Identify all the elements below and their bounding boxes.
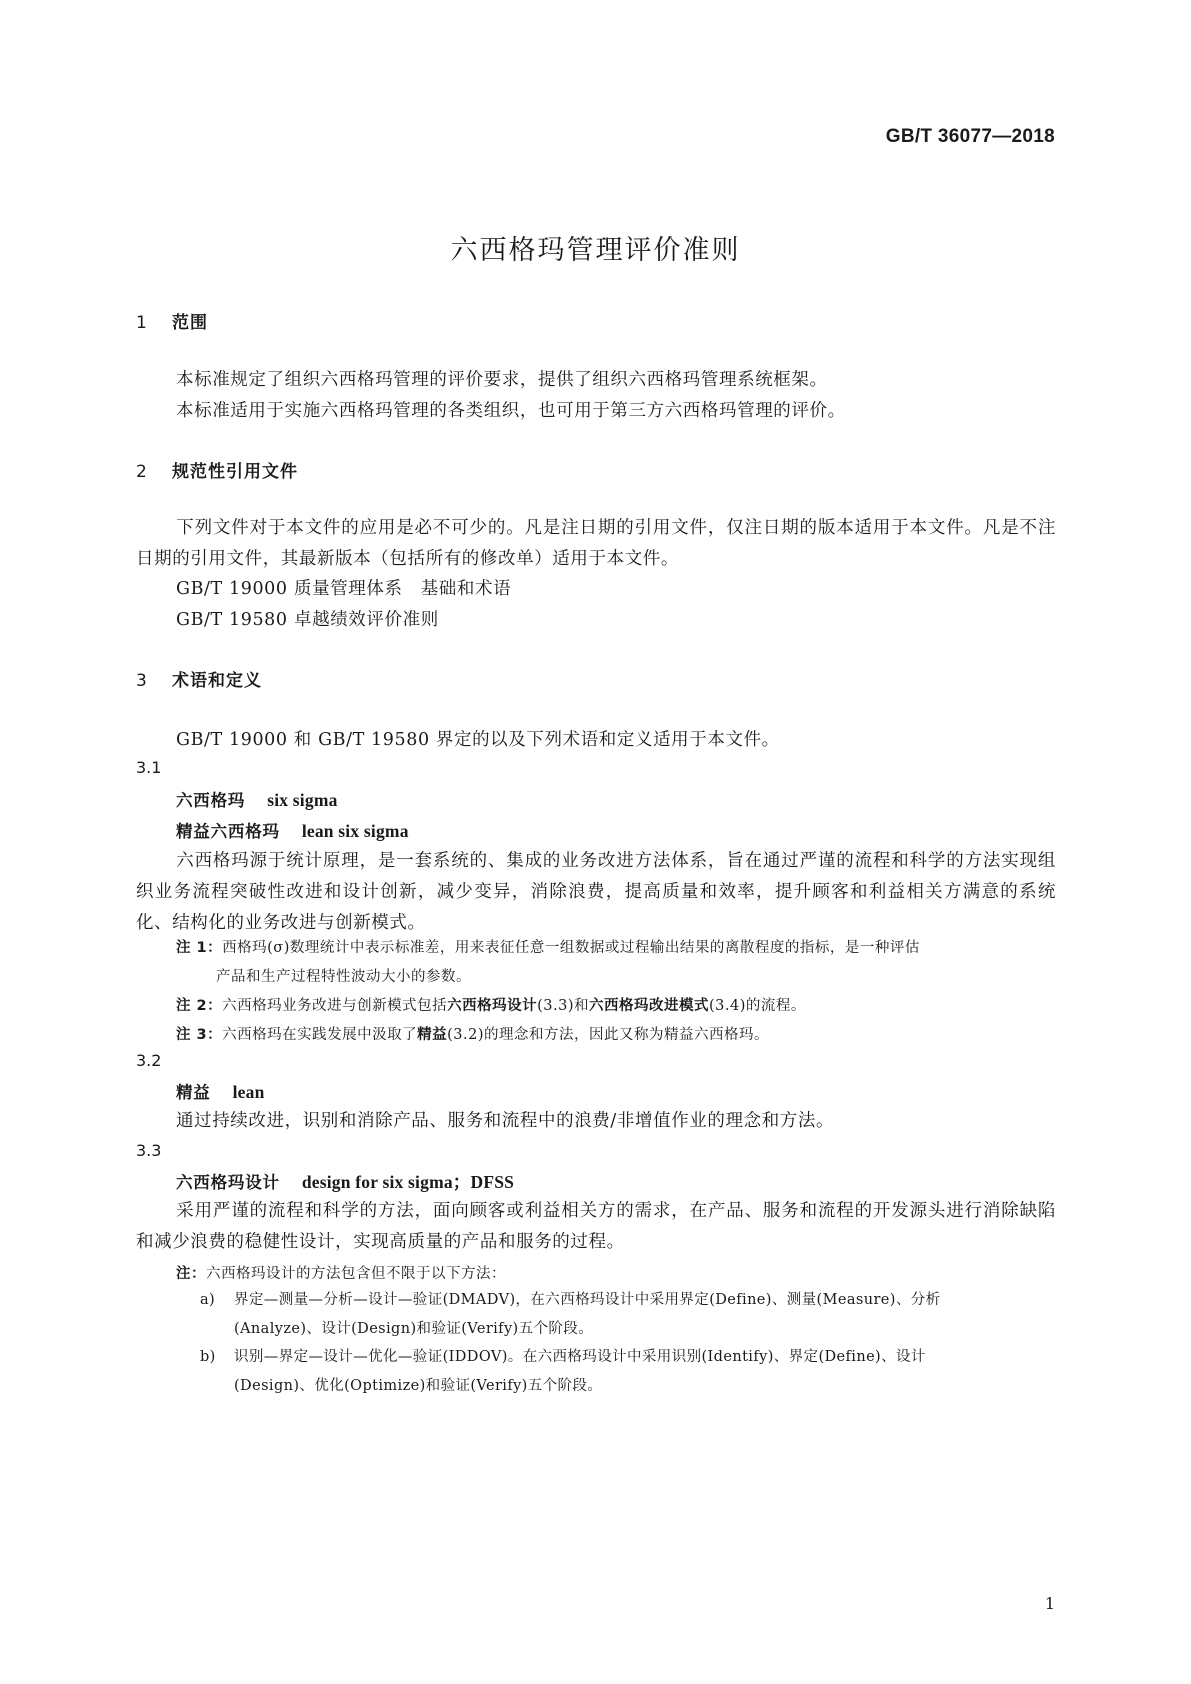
- term-number: 3.2: [136, 1051, 162, 1070]
- note-text: 西格玛(σ)数理统计中表示标准差，用来表征任意一组数据或过程输出结果的离散程度的指标，是一种评估: [222, 940, 920, 956]
- reference-title: 卓越绩效评价准则: [294, 610, 439, 630]
- term-heading: [176, 1169, 514, 1194]
- term-number: 3.1: [136, 758, 162, 777]
- note: [176, 994, 806, 1015]
- term-zh: 六西格玛: [176, 791, 246, 810]
- section-2-heading: [136, 457, 298, 482]
- document-title: 六西格玛管理评价准则: [450, 235, 741, 266]
- definition-line: 采用严谨的流程和科学的方法，面向顾客或利益相关方的需求，在产品、服务和流程的开发源头进: [176, 1201, 965, 1221]
- term-reference: 精益: [417, 1027, 448, 1043]
- paragraph: [136, 513, 1056, 575]
- term-number: 3.3: [136, 1141, 162, 1160]
- page-number: 1: [1044, 1594, 1055, 1613]
- definition: 通过持续改进，识别和消除产品、服务和流程中的浪费/非增值作业的理念和方法。: [176, 1111, 835, 1131]
- note-text: 六西格玛在实践发展中汲取了: [222, 1027, 418, 1043]
- term-reference: 六西格玛改进模式: [589, 998, 710, 1014]
- reference-title: 质量管理体系 基础和术语: [294, 579, 512, 599]
- reference-code: GB/T 19580: [176, 610, 288, 630]
- term-heading: [176, 818, 409, 842]
- reference-code: GB/T 19000: [176, 579, 288, 599]
- reference-item: [176, 606, 439, 631]
- paragraph: 本标准规定了组织六西格玛管理的评价要求，提供了组织六西格玛管理系统框架。: [176, 370, 828, 390]
- definition-line: 方法实现组织业务流程突破性改进和设计创新，减少变异，消除浪费，提高质量和效率，提升顾客和利益相关方满意的系统化、结构化的业务改进与创新模式。: [136, 851, 1057, 933]
- term-heading: [176, 1079, 265, 1103]
- note-text: 产品和生产过程特性波动大小的参数。: [216, 969, 471, 985]
- standard-number: GB/T 36077—2018: [885, 126, 1055, 147]
- list-item: [200, 1286, 1056, 1344]
- section-number: 3: [136, 671, 148, 691]
- list-item-text: (Design)、优化(Optimize)和验证(Verify)五个阶段。: [234, 1378, 603, 1394]
- term-en: lean six sigma: [301, 821, 409, 841]
- list-marker: a): [200, 1292, 216, 1308]
- note-label: 注 2：: [176, 998, 223, 1014]
- note-label: 注 1：: [176, 940, 223, 956]
- list-item-text: (Analyze)、设计(Design)和验证(Verify)五个阶段。: [234, 1321, 594, 1337]
- list-item-text: 识别—界定—设计—优化—验证(IDDOV)。在六西格玛设计中采用识别(Identify)、界定(Define)、设计: [234, 1349, 926, 1365]
- paragraph: GB/T 19000 和 GB/T 19580 界定的以及下列术语和定义适用于本文件。: [176, 730, 780, 750]
- list-item-text: 界定—测量—分析—设计—验证(DMADV)，在六西格玛设计中采用界定(Define)、测量(Measure)、分析: [234, 1292, 941, 1308]
- note-text: 六西格玛业务改进与创新模式包括: [222, 998, 448, 1014]
- note-text: 六西格玛设计的方法包含但不限于以下方法：: [206, 1266, 506, 1282]
- term-zh: 精益: [176, 1083, 211, 1102]
- reference-item: [176, 575, 511, 600]
- note-label: 注：: [176, 1266, 206, 1282]
- list-item: [200, 1343, 1056, 1401]
- term-heading: [176, 787, 338, 811]
- paragraph-line: 件。凡是不注日期的引用文件，其最新版本（包括所有的修改单）适用于本文件。: [136, 518, 1056, 569]
- section-number: 2: [136, 462, 148, 482]
- note: [176, 1262, 506, 1283]
- note-text: (3.4)的流程。: [709, 998, 806, 1014]
- definition: [136, 1196, 1056, 1258]
- note: [176, 1023, 769, 1044]
- section-title: 规范性引用文件: [172, 462, 298, 482]
- term-en: six sigma: [267, 790, 338, 810]
- term-en: design for six sigma；DFSS: [301, 1172, 515, 1192]
- section-number: 1: [136, 313, 148, 333]
- term-reference: 六西格玛设计: [447, 998, 538, 1014]
- section-title: 范围: [172, 313, 208, 333]
- note-text: (3.2)的理念和方法，因此又称为精益六西格玛。: [447, 1027, 770, 1043]
- paragraph: 本标准适用于实施六西格玛管理的各类组织，也可用于第三方六西格玛管理的评价。: [176, 401, 846, 421]
- term-zh: 精益六西格玛: [176, 822, 280, 841]
- section-3-heading: [136, 666, 262, 691]
- definition: [136, 846, 1056, 939]
- section-1-heading: [136, 308, 208, 333]
- definition-line: 行消除缺陷和减少浪费的稳健性设计，实现高质量的产品和服务的过程。: [136, 1201, 1057, 1252]
- note-label: 注 3：: [176, 1027, 223, 1043]
- section-title: 术语和定义: [172, 671, 262, 691]
- definition-line: 六西格玛源于统计原理，是一套系统的、集成的业务改进方法体系，旨在通过严谨的流程和科学的: [176, 851, 965, 871]
- term-zh: 六西格玛设计: [176, 1173, 280, 1192]
- paragraph-line: 下列文件对于本文件的应用是必不可少的。凡是注日期的引用文件，仅注日期的版本适用于本文: [176, 518, 947, 538]
- note-text: (3.3)和: [537, 998, 590, 1014]
- note: [176, 934, 1056, 992]
- list-marker: b): [200, 1349, 216, 1365]
- term-en: lean: [232, 1082, 265, 1102]
